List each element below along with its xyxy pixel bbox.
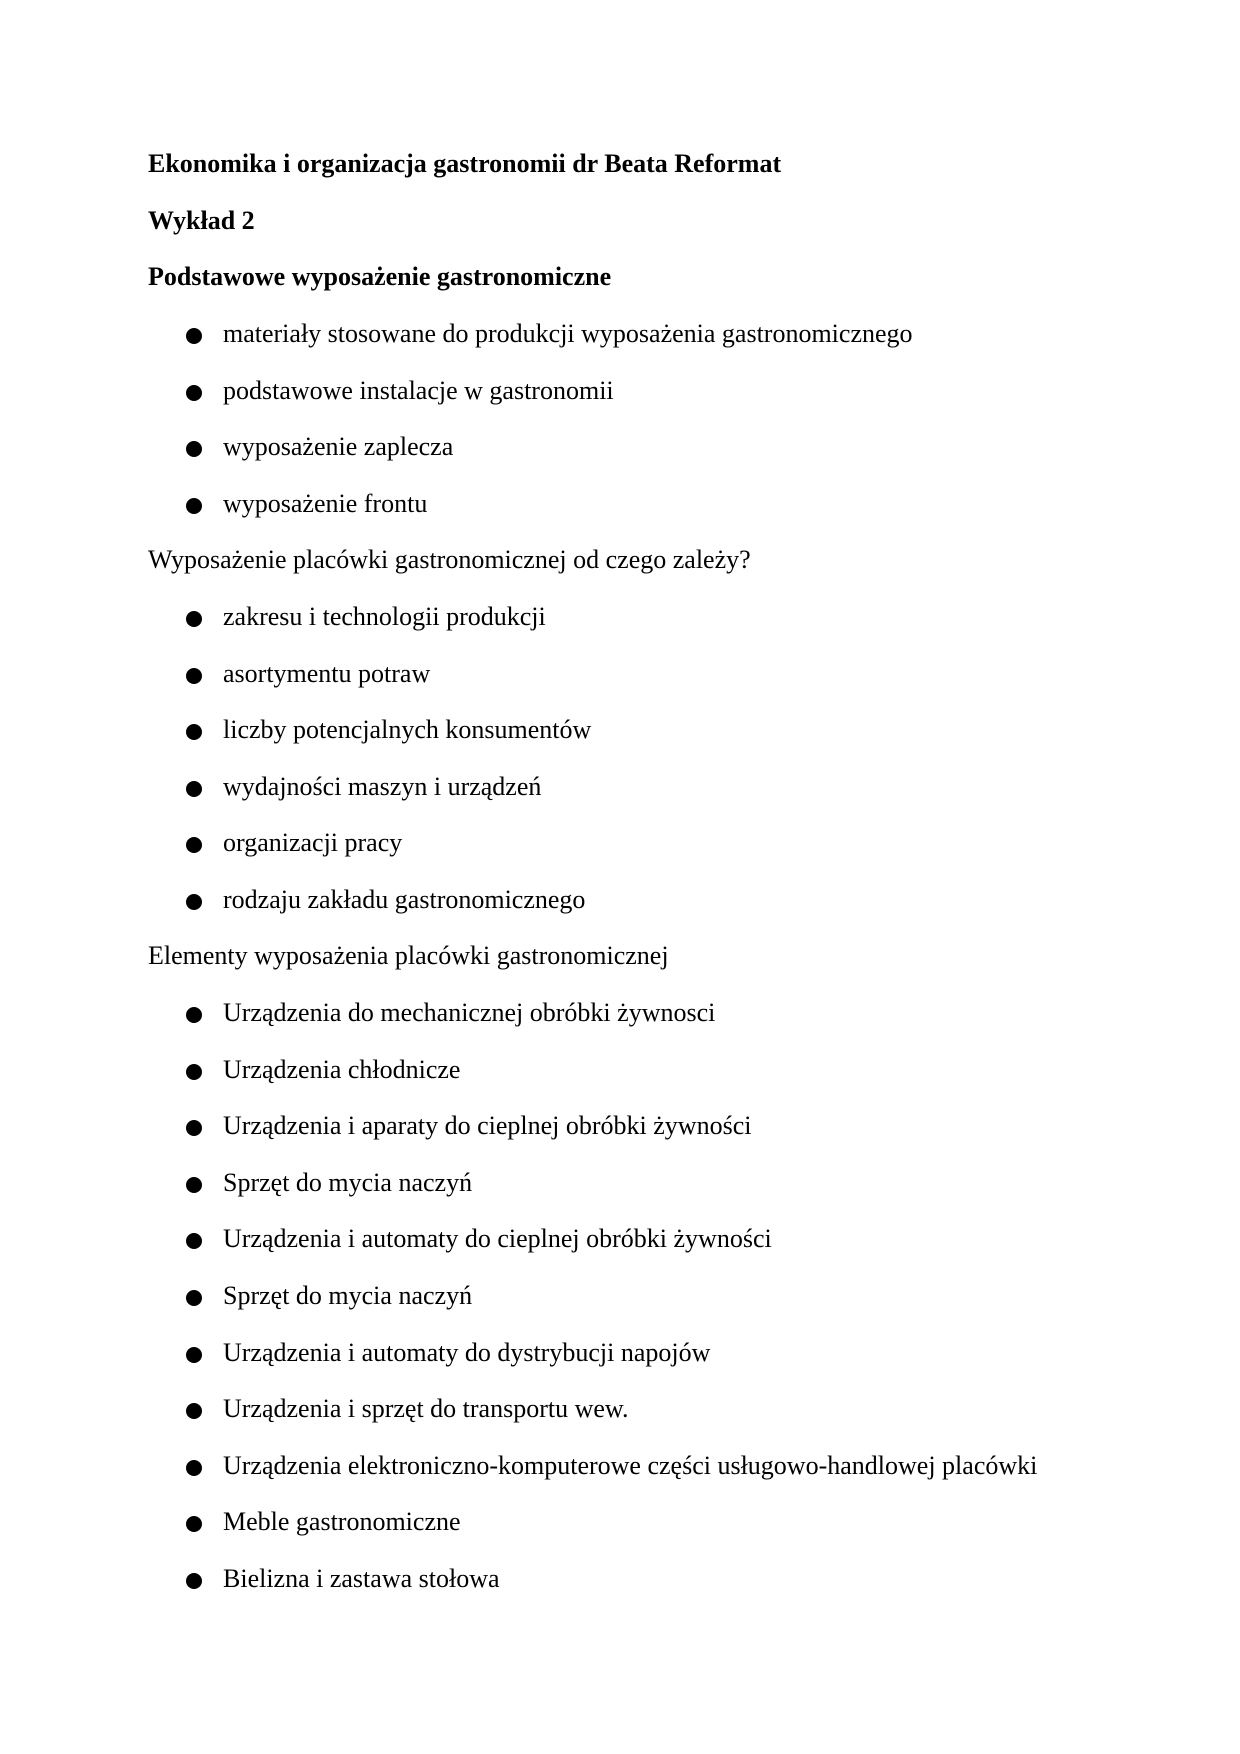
bullet-icon: [186, 385, 202, 401]
bullet-icon: [186, 1460, 202, 1476]
bullet-icon: [186, 724, 202, 740]
bullet-icon: [186, 611, 202, 627]
elements-heading: Elementy wyposażenia placówki gastronomicznej: [148, 941, 669, 970]
bullet-icon: [186, 1177, 202, 1193]
bullet-icon: [186, 498, 202, 514]
bullet-icon: [186, 1573, 202, 1589]
lecture-number: Wykład 2: [148, 206, 255, 235]
bullet-icon: [186, 1347, 202, 1363]
bullet-icon: [186, 781, 202, 797]
document-title: Ekonomika i organizacja gastronomii dr Beata Reformat: [148, 149, 782, 178]
bullet-icon: [186, 1290, 202, 1306]
question-paragraph: Wyposażenie placówki gastronomicznej od czego zależy?: [148, 545, 751, 574]
bullet-icon: [186, 1064, 202, 1080]
section-heading: Podstawowe wyposażenie gastronomiczne: [148, 262, 612, 291]
bullet-icon: [186, 837, 202, 853]
bullet-icon: [186, 441, 202, 457]
bullet-icon: [186, 1516, 202, 1532]
bullet-icon: [186, 894, 202, 910]
bullet-icon: [186, 1403, 202, 1419]
bullet-icon: [186, 328, 202, 344]
bullet-icon: [186, 1120, 202, 1136]
bullet-icon: [186, 1007, 202, 1023]
document-page: Ekonomika i organizacja gastronomii dr Beata Reformat Wykład 2 Podstawowe wyposażenie gastronomiczne materiały stosowane do produkcji wyposażenia gastronomicznego podstawowe instalacje w gastronomii wyposażenie zaplecza wyposażenie frontu Wyposażenie placówki gastronomicznej od czego zależy? zakresu i technologii produkcji asortymentu potraw liczby potencjalnych konsumentów wydajności maszyn i urządzeń organizacji pracy rodzaju zakładu gastronomicznego Elementy wyposażenia placówki gastronomicznej Urządzenia do mechanicznej obróbki żywnosci Urządzenia chłodnicze Urządzenia i aparaty do cieplnej obróbki żywności Sprzęt do mycia naczyń Urządzenia i automaty do cieplnej obróbki żywności Sprzęt do mycia naczyń Urządzenia i automaty do dystrybucji napojów Urządzenia i sprzęt do transportu wew. Urządzenia elektroniczno-komputerowe części usługowo-handlowej placówki Meble gastronomiczne Bielizna i zastawa stołowa: [148, 149, 1038, 1593]
bullet-icon: [186, 1233, 202, 1249]
bullet-icon: [186, 668, 202, 684]
